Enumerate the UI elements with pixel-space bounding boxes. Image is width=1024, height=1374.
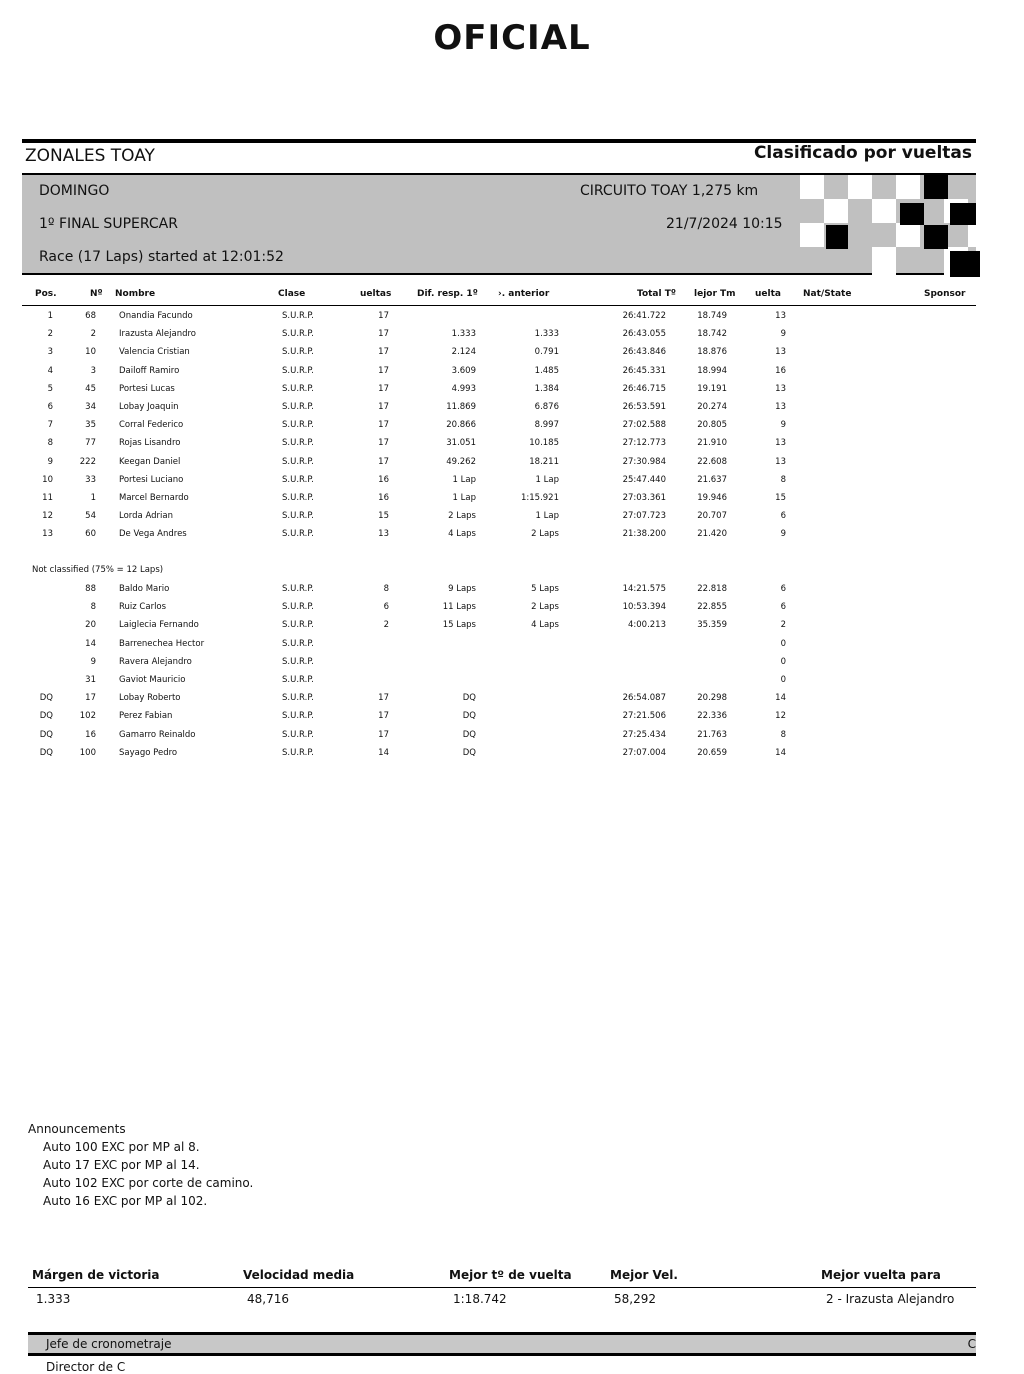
cell-best-lap: 8 [780, 729, 786, 740]
cell-gap-first: 4.993 [451, 383, 476, 394]
cut-off-text: C [967, 1337, 976, 1351]
cell-pos: 3 [47, 347, 53, 358]
cell-number: 54 [85, 511, 96, 522]
cell-name: Marcel Bernardo [119, 493, 189, 503]
cell-laps: 17 [378, 711, 389, 722]
cell-best-lap: 14 [775, 693, 786, 704]
result-row [0, 602, 976, 620]
cell-total-time: 26:43.055 [622, 329, 666, 340]
cell-best-lap: 9 [780, 329, 786, 340]
cell-class: S.U.R.P. [282, 383, 314, 394]
event-name: ZONALES TOAY [25, 146, 155, 166]
cell-laps: 2 [383, 620, 389, 631]
cell-total-time: 14:21.575 [622, 584, 666, 594]
session-day: DOMINGO [39, 183, 110, 199]
cell-best-time: 19.946 [697, 493, 727, 503]
cell-name: Portesi Luciano [119, 474, 184, 485]
cell-best-lap: 0 [780, 675, 786, 685]
cell-best-lap: 2 [780, 620, 786, 631]
cell-laps: 17 [378, 329, 389, 340]
cell-laps: 17 [378, 438, 389, 449]
cell-gap-previous: 1.333 [534, 329, 559, 340]
announcement-item: Auto 16 EXC por MP al 102. [43, 1194, 208, 1208]
cell-name: Lobay Roberto [119, 693, 181, 704]
result-row [0, 675, 976, 693]
col-sponsor: Sponsor [924, 289, 966, 299]
timing-chief-label: Jefe de cronometraje [46, 1337, 172, 1351]
cell-class: S.U.R.P. [282, 602, 314, 613]
cell-best-time: 21.910 [697, 438, 727, 449]
cell-laps: 17 [378, 729, 389, 740]
cell-total-time: 27:12.773 [622, 438, 666, 449]
cell-best-time: 18.876 [697, 347, 727, 358]
cell-number: 9 [90, 656, 96, 667]
cell-gap-previous: 18.211 [529, 456, 559, 467]
header-rule [22, 305, 976, 306]
cell-pos: DQ [39, 729, 53, 740]
cell-pos: 10 [42, 474, 53, 485]
best-lap-for-value: 2 - Irazusta Alejandro [826, 1292, 955, 1306]
cell-number: 102 [79, 711, 96, 722]
cell-pos: 13 [42, 529, 53, 540]
cell-total-time: 26:54.087 [622, 693, 666, 704]
col-class: Clase [278, 289, 306, 299]
margin-label: Márgen de victoria [32, 1268, 160, 1282]
cell-name: Sayago Pedro [119, 747, 178, 758]
cell-number: 34 [85, 402, 96, 412]
cell-name: Irazusta Alejandro [119, 329, 196, 340]
cell-number: 20 [85, 620, 96, 631]
cell-total-time: 27:07.723 [622, 511, 666, 522]
cell-name: Lorda Adrian [119, 511, 173, 522]
cell-laps: 16 [378, 493, 389, 503]
session-datetime: 21/7/2024 10:15 [666, 216, 783, 232]
avg-speed-value: 48,716 [247, 1292, 289, 1306]
cell-name: Gaviot Mauricio [119, 675, 186, 685]
cell-pos: 5 [47, 383, 53, 394]
cell-number: 68 [85, 311, 96, 321]
result-row [0, 329, 976, 347]
best-speed-value: 58,292 [614, 1292, 656, 1306]
cell-name: Laiglecia Fernando [119, 620, 199, 631]
cell-best-time: 20.274 [697, 402, 727, 412]
result-row [0, 438, 976, 456]
cell-pos: DQ [39, 711, 53, 722]
cell-laps: 17 [378, 456, 389, 467]
cell-name: Barrenechea Hector [119, 638, 205, 649]
result-row [0, 730, 976, 748]
cell-class: S.U.R.P. [282, 420, 314, 431]
cell-best-lap: 13 [775, 438, 786, 449]
cell-best-lap: 6 [780, 602, 786, 613]
margin-value: 1.333 [36, 1292, 71, 1306]
cell-total-time: 27:30.984 [622, 456, 666, 467]
announcements [28, 1120, 253, 1210]
cell-best-time: 18.994 [697, 365, 727, 376]
cell-name: Perez Fabian [119, 711, 173, 722]
cell-best-time: 22.818 [697, 584, 727, 594]
cell-class: S.U.R.P. [282, 493, 314, 503]
best-speed-label: Mejor Vel. [610, 1268, 678, 1282]
cell-name: Ruiz Carlos [119, 602, 167, 613]
cell-name: De Vega Andres [119, 529, 187, 540]
cell-best-lap: 6 [780, 511, 786, 522]
cell-pos: 8 [47, 438, 53, 449]
cell-gap-first: 1.333 [451, 329, 476, 340]
cell-gap-first: DQ [462, 693, 476, 704]
cell-gap-first: 1 Lap [452, 493, 476, 503]
col-best-time: lejor Tm [694, 289, 736, 299]
cell-number: 8 [90, 602, 96, 613]
cell-gap-previous: 4 Laps [531, 620, 559, 631]
cell-gap-previous: 1.485 [534, 365, 559, 376]
cell-number: 33 [85, 474, 96, 485]
cell-best-lap: 13 [775, 456, 786, 467]
cell-name: Rojas Lisandro [119, 438, 181, 449]
col-pos: Pos. [35, 289, 57, 299]
cell-number: 31 [85, 675, 96, 685]
not-classified-label: Not classified (75% = 12 Laps) [32, 565, 164, 575]
cell-number: 45 [85, 383, 96, 394]
cell-pos: 11 [42, 493, 53, 503]
cell-name: Portesi Lucas [119, 383, 175, 394]
cell-number: 1 [90, 493, 96, 503]
cell-best-lap: 8 [780, 474, 786, 485]
cell-class: S.U.R.P. [282, 511, 314, 522]
cell-gap-previous: 1 Lap [535, 474, 559, 485]
cell-number: 17 [85, 693, 96, 704]
cell-class: S.U.R.P. [282, 402, 314, 412]
col-name: Nombre [115, 289, 156, 299]
cell-name: Dailoff Ramiro [119, 365, 180, 376]
announcement-item: Auto 102 EXC por corte de camino. [43, 1176, 254, 1190]
cell-class: S.U.R.P. [282, 638, 314, 649]
cell-total-time: 27:25.434 [622, 729, 666, 740]
cell-gap-first: 1 Lap [452, 474, 476, 485]
col-gap-first: Dif. resp. 1º [417, 289, 478, 299]
cell-pos: 2 [47, 329, 53, 340]
race-director-label: Director de C [46, 1360, 126, 1374]
official-stamp: OFICIAL [433, 18, 591, 58]
cell-gap-previous: 0.791 [534, 347, 559, 358]
cell-gap-previous: 8.997 [534, 420, 559, 431]
cell-best-lap: 13 [775, 311, 786, 321]
result-row [0, 475, 976, 493]
cell-best-time: 19.191 [697, 383, 727, 394]
announcement-list [28, 1138, 253, 1210]
col-laps: ueltas [360, 289, 392, 299]
cell-class: S.U.R.P. [282, 747, 314, 758]
cell-laps: 17 [378, 311, 389, 321]
cell-total-time: 27:03.361 [622, 493, 666, 503]
signature-bar [28, 1332, 976, 1356]
cell-gap-previous: 1:15.921 [520, 493, 559, 503]
result-row [0, 511, 976, 529]
session-name: 1º FINAL SUPERCAR [39, 216, 178, 232]
result-row [0, 711, 976, 729]
cell-pos: 1 [47, 311, 53, 321]
cell-total-time: 27:07.004 [622, 747, 666, 758]
cell-best-lap: 14 [775, 747, 786, 758]
cell-best-time: 18.742 [697, 329, 727, 340]
cell-number: 35 [85, 420, 96, 431]
cell-class: S.U.R.P. [282, 675, 314, 685]
cell-laps: 6 [383, 602, 389, 613]
cell-pos: DQ [39, 747, 53, 758]
cell-gap-previous: 2 Laps [531, 529, 559, 540]
cell-best-time: 21.763 [697, 729, 727, 740]
result-row [0, 529, 976, 547]
cell-laps: 16 [378, 474, 389, 485]
cell-laps: 17 [378, 365, 389, 376]
cell-gap-previous: 10.185 [529, 438, 559, 449]
announcement-item: Auto 100 EXC por MP al 8. [43, 1140, 200, 1154]
cell-pos: 9 [47, 456, 53, 467]
cell-gap-first: DQ [462, 729, 476, 740]
cell-pos: 12 [42, 511, 53, 522]
announcement-item: Auto 17 EXC por MP al 14. [43, 1158, 200, 1172]
cell-name: Valencia Cristian [119, 347, 190, 358]
cell-best-time: 21.637 [697, 474, 727, 485]
cell-number: 2 [90, 329, 96, 340]
cell-gap-first: 31.051 [446, 438, 476, 449]
cell-best-time: 20.298 [697, 693, 727, 704]
cell-name: Baldo Mario [119, 584, 170, 594]
race-start: Race (17 Laps) started at 12:01:52 [39, 249, 284, 265]
cell-pos: 7 [47, 420, 53, 431]
cell-gap-previous: 1.384 [534, 383, 559, 394]
cell-pos: 4 [47, 365, 53, 376]
cell-laps: 17 [378, 402, 389, 412]
cell-best-time: 21.420 [697, 529, 727, 540]
col-best-lap: uelta [755, 289, 781, 299]
cell-laps: 17 [378, 693, 389, 704]
cell-class: S.U.R.P. [282, 329, 314, 340]
cell-number: 100 [79, 747, 96, 758]
cell-best-lap: 0 [780, 638, 786, 649]
cell-class: S.U.R.P. [282, 620, 314, 631]
cell-gap-first: DQ [462, 711, 476, 722]
best-lap-for-label: Mejor vuelta para [821, 1268, 941, 1282]
result-row [0, 347, 976, 365]
cell-class: S.U.R.P. [282, 584, 314, 594]
avg-speed-label: Velocidad media [243, 1268, 355, 1282]
cell-pos: DQ [39, 693, 53, 704]
cell-name: Keegan Daniel [119, 456, 181, 467]
result-row [0, 366, 976, 384]
best-lap-time-value: 1:18.742 [453, 1292, 507, 1306]
cell-total-time: 25:47.440 [622, 474, 666, 485]
cell-class: S.U.R.P. [282, 311, 314, 321]
cell-best-time: 18.749 [697, 311, 727, 321]
result-row [0, 693, 976, 711]
cell-gap-first: 11 Laps [442, 602, 476, 613]
announcements-title: Announcements [28, 1122, 126, 1136]
cell-number: 88 [85, 584, 96, 594]
cell-total-time: 4:00.213 [627, 620, 666, 631]
checkered-flag-icon [800, 175, 980, 277]
cell-gap-first: 3.609 [451, 365, 476, 376]
cell-number: 60 [85, 529, 96, 540]
cell-name: Gamarro Reinaldo [119, 729, 196, 740]
cell-class: S.U.R.P. [282, 365, 314, 376]
cell-laps: 17 [378, 383, 389, 394]
cell-total-time: 26:43.846 [622, 347, 666, 358]
cell-gap-first: 15 Laps [442, 620, 476, 631]
cell-class: S.U.R.P. [282, 456, 314, 467]
cell-name: Onandia Facundo [119, 311, 193, 321]
cell-gap-first: 4 Laps [448, 529, 476, 540]
cell-total-time: 26:53.591 [622, 402, 666, 412]
cell-laps: 17 [378, 347, 389, 358]
cell-gap-previous: 5 Laps [531, 584, 559, 594]
circuit-name: CIRCUITO TOAY 1,275 km [580, 183, 759, 199]
result-row [0, 384, 976, 402]
cell-best-lap: 13 [775, 383, 786, 394]
cell-best-lap: 12 [775, 711, 786, 722]
session-info-box [22, 173, 976, 275]
cell-total-time: 26:45.331 [622, 365, 666, 376]
col-total-time: Total Tº [637, 289, 676, 299]
result-row [0, 402, 976, 420]
cell-best-lap: 16 [775, 365, 786, 376]
cell-name: Lobay Joaquin [119, 402, 179, 412]
cell-name: Ravera Alejandro [119, 656, 192, 667]
result-row [0, 420, 976, 438]
cell-class: S.U.R.P. [282, 529, 314, 540]
result-row [0, 457, 976, 475]
cell-gap-first: 2.124 [451, 347, 476, 358]
cell-best-time: 22.336 [697, 711, 727, 722]
cell-laps: 13 [378, 529, 389, 540]
cell-best-time: 35.359 [697, 620, 727, 631]
cell-gap-first: 20.866 [446, 420, 476, 431]
cell-class: S.U.R.P. [282, 347, 314, 358]
cell-laps: 15 [378, 511, 389, 522]
cell-gap-first: 2 Laps [448, 511, 476, 522]
col-gap-previous: ›. anterior [498, 289, 550, 299]
cell-laps: 17 [378, 420, 389, 431]
cell-best-lap: 9 [780, 529, 786, 540]
cell-gap-first: 11.869 [446, 402, 476, 412]
result-row [0, 620, 976, 638]
result-row [0, 311, 976, 329]
cell-class: S.U.R.P. [282, 656, 314, 667]
cell-class: S.U.R.P. [282, 474, 314, 485]
cell-laps: 8 [383, 584, 389, 594]
cell-best-lap: 9 [780, 420, 786, 431]
cell-class: S.U.R.P. [282, 438, 314, 449]
cell-best-time: 20.805 [697, 420, 727, 431]
report-title: Clasificado por vueltas [753, 143, 972, 163]
cell-best-time: 20.707 [697, 511, 727, 522]
cell-number: 10 [85, 347, 96, 358]
cell-class: S.U.R.P. [282, 693, 314, 704]
cell-laps: 14 [378, 747, 389, 758]
result-row [0, 493, 976, 511]
best-lap-time-label: Mejor tº de vuelta [449, 1268, 572, 1282]
cell-total-time: 10:53.394 [622, 602, 666, 613]
cell-best-lap: 6 [780, 584, 786, 594]
cell-number: 77 [85, 438, 96, 449]
cell-gap-first: 49.262 [446, 456, 476, 467]
cell-best-time: 20.659 [697, 747, 727, 758]
cell-total-time: 21:38.200 [622, 529, 666, 540]
result-row [0, 584, 976, 602]
cell-best-lap: 13 [775, 402, 786, 412]
cell-total-time: 26:46.715 [622, 383, 666, 394]
cell-best-lap: 15 [775, 493, 786, 503]
result-row [0, 748, 976, 766]
result-row [0, 639, 976, 657]
cell-gap-first: 9 Laps [448, 584, 476, 594]
cell-gap-first: DQ [462, 747, 476, 758]
cell-best-lap: 13 [775, 347, 786, 358]
cell-number: 16 [85, 729, 96, 740]
cell-number: 14 [85, 638, 96, 649]
summary-rule [28, 1287, 976, 1288]
cell-gap-previous: 1 Lap [535, 511, 559, 522]
cell-class: S.U.R.P. [282, 729, 314, 740]
cell-total-time: 27:02.588 [622, 420, 666, 431]
cell-best-time: 22.608 [697, 456, 727, 467]
result-row [0, 657, 976, 675]
cell-total-time: 27:21.506 [622, 711, 666, 722]
cell-gap-previous: 6.876 [534, 402, 559, 412]
cell-pos: 6 [47, 402, 53, 412]
cell-total-time: 26:41.722 [622, 311, 666, 321]
col-nat-state: Nat/State [803, 289, 852, 299]
col-number: Nº [90, 289, 103, 299]
cell-name: Corral Federico [119, 420, 184, 431]
cell-number: 222 [79, 456, 96, 467]
cell-gap-previous: 2 Laps [531, 602, 559, 613]
cell-best-time: 22.855 [697, 602, 727, 613]
cell-class: S.U.R.P. [282, 711, 314, 722]
cell-best-lap: 0 [780, 656, 786, 667]
cell-number: 3 [90, 365, 96, 376]
